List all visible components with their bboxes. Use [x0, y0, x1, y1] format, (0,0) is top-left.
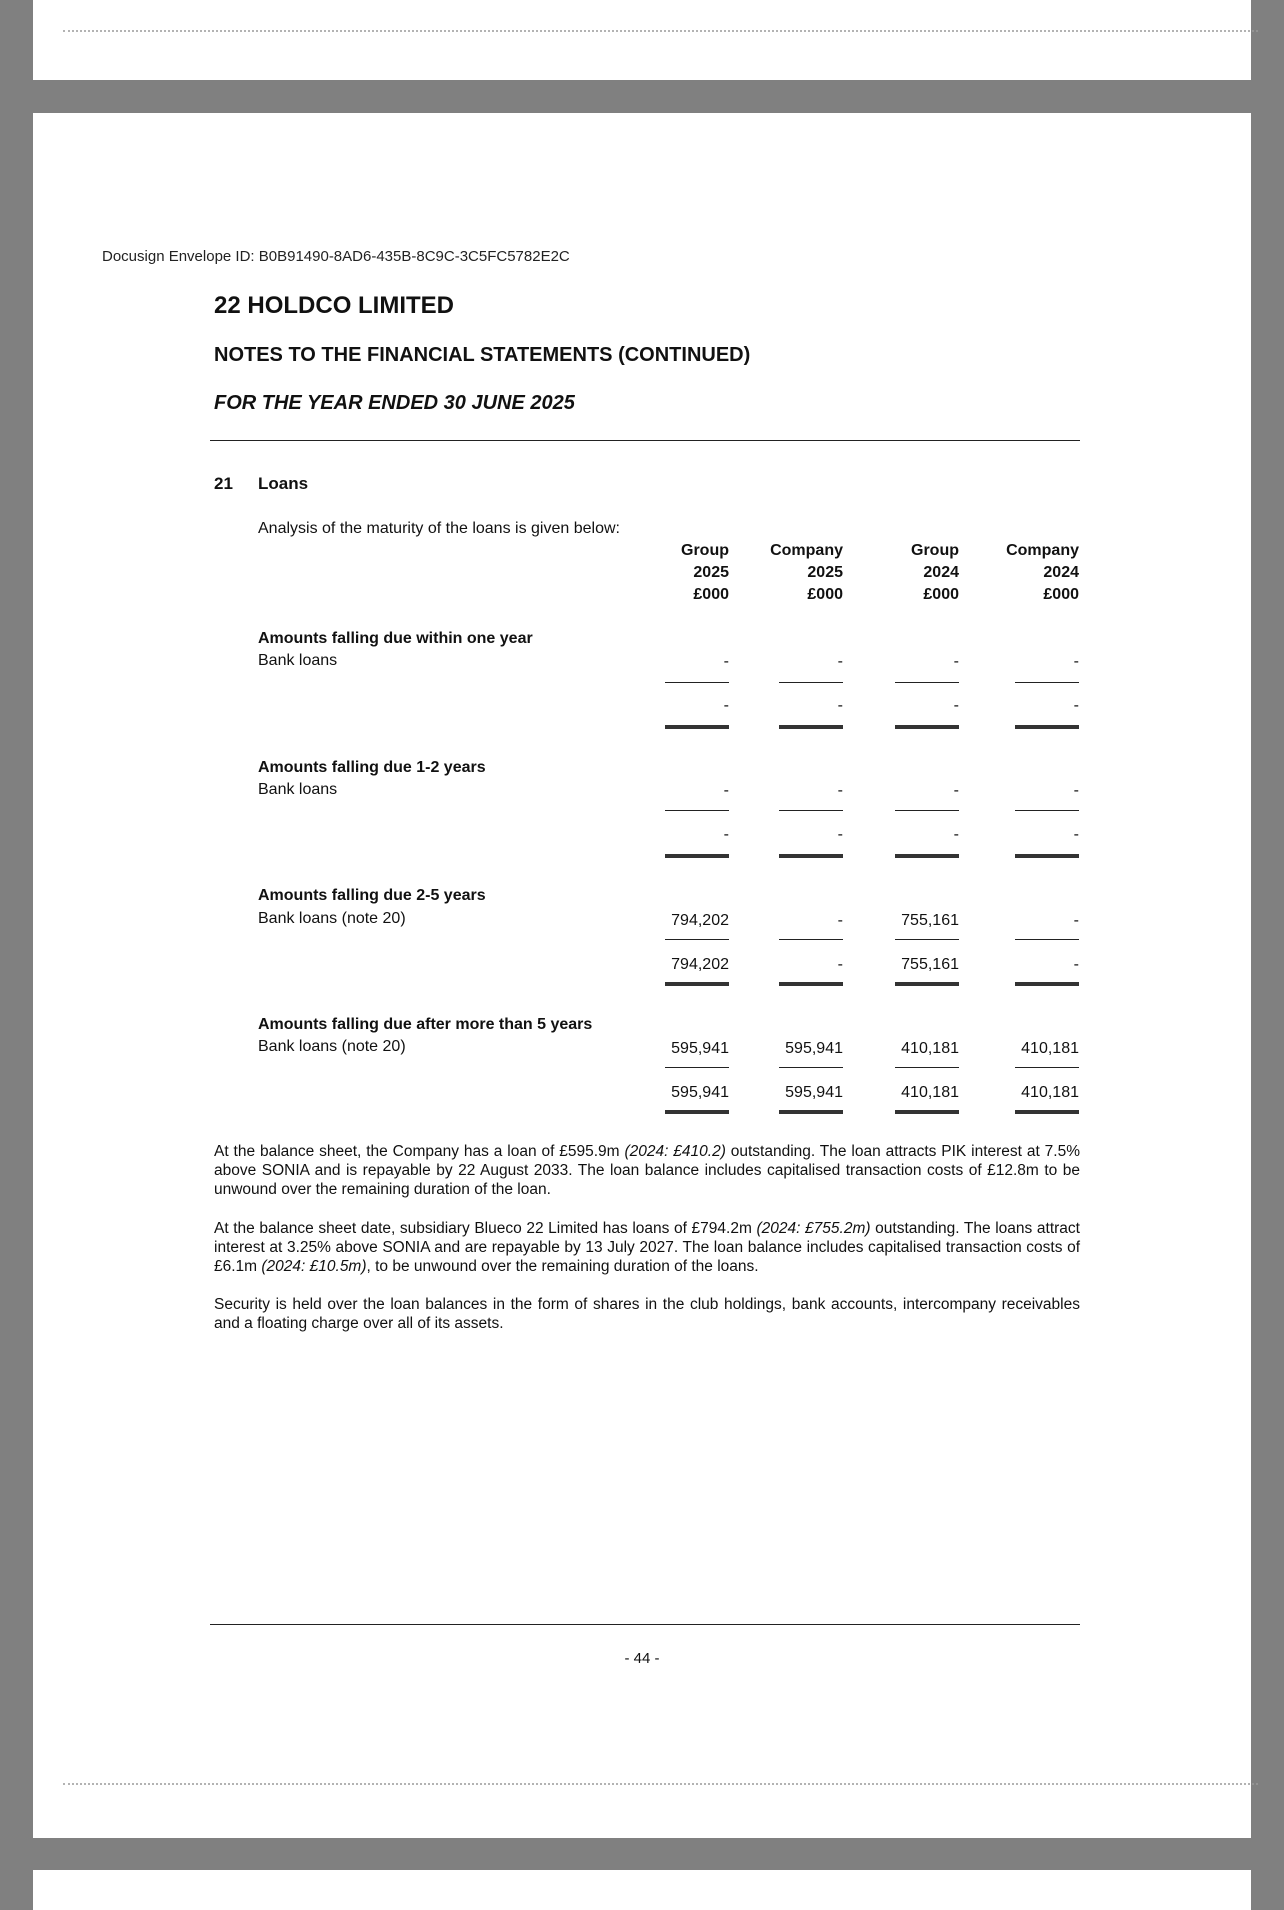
- paragraph-security: Security is held over the loan balances in the form of shares in the club holdings, bank accounts, intercompany receivables and a floating charge over all of its assets.: [214, 1296, 1080, 1332]
- company-name: 22 HOLDCO LIMITED: [214, 292, 455, 319]
- note-title: Loans: [258, 474, 309, 493]
- column-header-company-2025: Company 2025 £000: [770, 542, 843, 603]
- total-cell: -: [723, 826, 729, 843]
- previous-page-fragment: [33, 0, 1251, 80]
- total-cell: 410,181: [901, 1084, 959, 1101]
- column-header-group-2025: Group 2025 £000: [681, 542, 729, 603]
- total-cell: 595,941: [671, 1084, 729, 1101]
- subtotal-rule: [665, 682, 729, 683]
- total-cell: -: [953, 826, 959, 843]
- subtotal-rule: [1015, 682, 1079, 683]
- total-double-rule: [665, 982, 729, 986]
- total-cell: -: [1073, 697, 1079, 714]
- scan-artifact-line: [63, 1783, 1258, 1785]
- total-double-rule: [779, 1110, 843, 1114]
- period-title: FOR THE YEAR ENDED 30 JUNE 2025: [214, 392, 575, 414]
- subtotal-rule: [665, 1067, 729, 1068]
- header-divider: [210, 440, 1080, 441]
- subtotal-rule: [779, 810, 843, 811]
- total-cell: -: [723, 697, 729, 714]
- value-cell: -: [953, 653, 959, 670]
- total-double-rule: [779, 854, 843, 858]
- row-label: Bank loans: [258, 781, 338, 798]
- subtotal-rule: [895, 1067, 959, 1068]
- total-double-rule: [665, 725, 729, 729]
- subtotal-rule: [665, 939, 729, 940]
- total-cell: -: [837, 697, 843, 714]
- value-cell: -: [1073, 782, 1079, 799]
- total-cell: -: [1073, 826, 1079, 843]
- value-cell: -: [837, 782, 843, 799]
- row-label: Bank loans (note 20): [258, 910, 406, 927]
- subtotal-rule: [1015, 1067, 1079, 1068]
- subtotal-rule: [895, 682, 959, 683]
- section-title: Amounts falling due 1-2 years: [258, 759, 486, 776]
- total-double-rule: [1015, 725, 1079, 729]
- value-cell: -: [953, 782, 959, 799]
- subtotal-rule: [665, 810, 729, 811]
- page-number: - 44 -: [624, 1650, 660, 1667]
- total-double-rule: [895, 982, 959, 986]
- envelope-id: Docusign Envelope ID: B0B91490-8AD6-435B-8C9C-3C5FC5782E2C: [102, 248, 570, 265]
- subtotal-rule: [895, 939, 959, 940]
- row-label: Bank loans (note 20): [258, 1038, 406, 1055]
- document-page: [33, 113, 1251, 1838]
- total-cell: -: [1073, 956, 1079, 973]
- section-title: Amounts falling due after more than 5 years: [258, 1016, 593, 1033]
- total-double-rule: [779, 725, 843, 729]
- subtotal-rule: [779, 682, 843, 683]
- subtotal-rule: [1015, 939, 1079, 940]
- subtotal-rule: [895, 810, 959, 811]
- value-cell: 755,161: [901, 912, 959, 929]
- value-cell: -: [723, 782, 729, 799]
- total-cell: 595,941: [785, 1084, 843, 1101]
- next-page-fragment: [33, 1870, 1251, 1910]
- section-title: Amounts falling due within one year: [258, 630, 533, 647]
- total-double-rule: [895, 725, 959, 729]
- subtotal-rule: [779, 1067, 843, 1068]
- total-cell: 755,161: [901, 956, 959, 973]
- value-cell: 410,181: [1021, 1040, 1079, 1057]
- row-label: Bank loans: [258, 652, 338, 669]
- section-title: Amounts falling due 2-5 years: [258, 887, 486, 904]
- total-double-rule: [665, 1110, 729, 1114]
- total-double-rule: [779, 982, 843, 986]
- value-cell: -: [723, 653, 729, 670]
- total-double-rule: [1015, 1110, 1079, 1114]
- total-double-rule: [1015, 854, 1079, 858]
- paragraph-company-loan: At the balance sheet, the Company has a loan of £595.9m (2024: £410.2) outstanding. The loan attracts PIK interest at 7.5% above SONIA and is repayable by 22 August 2033. The loan balance includes capitalised transaction costs of £12.8m to be unwound over the remaining duration of the loan.: [214, 1143, 1080, 1198]
- paragraph-subsidiary-loans: At the balance sheet date, subsidiary Blueco 22 Limited has loans of £794.2m (2024: £755.2m) outstanding. The loans attract interest at 3.25% above SONIA and are repayable by 13 July 2027. The loan balance includes capitalised transaction costs of £6.1m (2024: £10.5m), to be unwound over the remaining duration of the loans.: [214, 1220, 1080, 1275]
- total-cell: 410,181: [1021, 1084, 1079, 1101]
- column-header-company-2024: Company 2024 £000: [1006, 542, 1079, 603]
- note-number: 21: [214, 474, 233, 493]
- scan-artifact-line: [63, 30, 1258, 32]
- total-double-rule: [665, 854, 729, 858]
- value-cell: -: [837, 912, 843, 929]
- total-cell: -: [953, 697, 959, 714]
- note-intro: Analysis of the maturity of the loans is given below:: [258, 520, 620, 537]
- notes-title: NOTES TO THE FINANCIAL STATEMENTS (CONTINUED): [214, 344, 751, 366]
- total-double-rule: [895, 854, 959, 858]
- value-cell: 595,941: [785, 1040, 843, 1057]
- total-double-rule: [895, 1110, 959, 1114]
- total-double-rule: [1015, 982, 1079, 986]
- footer-divider: [210, 1624, 1080, 1625]
- subtotal-rule: [1015, 810, 1079, 811]
- value-cell: 794,202: [671, 912, 729, 929]
- subtotal-rule: [779, 939, 843, 940]
- total-cell: 794,202: [671, 956, 729, 973]
- column-header-group-2024: Group 2024 £000: [911, 542, 959, 603]
- value-cell: -: [837, 653, 843, 670]
- value-cell: 595,941: [671, 1040, 729, 1057]
- value-cell: 410,181: [901, 1040, 959, 1057]
- value-cell: -: [1073, 653, 1079, 670]
- value-cell: -: [1073, 912, 1079, 929]
- total-cell: -: [837, 826, 843, 843]
- total-cell: -: [837, 956, 843, 973]
